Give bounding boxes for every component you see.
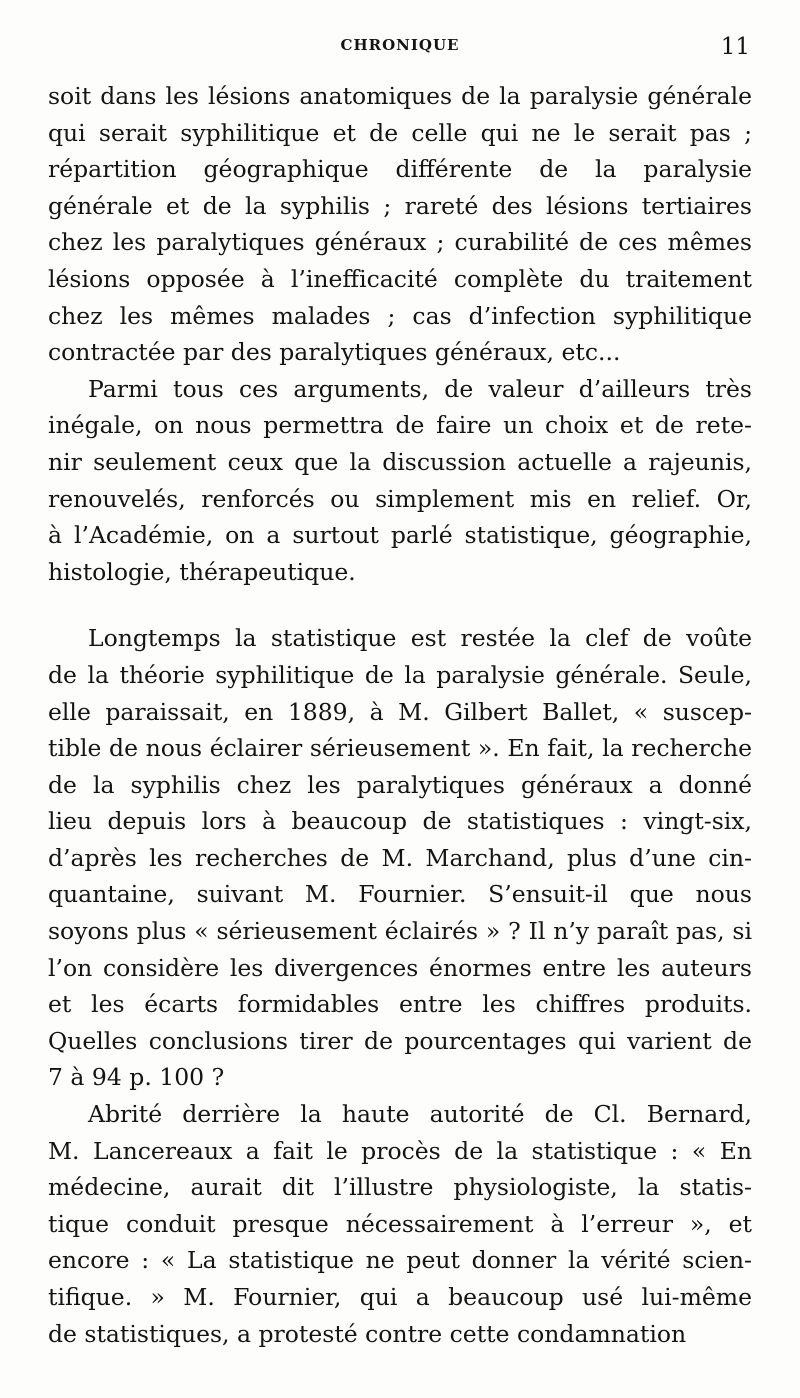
- text-line: tique conduit presque nécessairement à l’erreur », et: [48, 1209, 752, 1238]
- text-line: l’on considère les divergences énormes entre les auteurs: [48, 953, 752, 982]
- text-line: de la théorie syphilitique de la paralysie générale. Seule,: [48, 660, 752, 689]
- text-line: et les écarts formidables entre les chiffres produits.: [48, 990, 752, 1019]
- text-line: répartition géographique différente de la paralysie: [48, 155, 752, 184]
- text-line: soit dans les lésions anatomiques de la paralysie générale: [48, 82, 752, 110]
- text-line: tible de nous éclairer sérieusement ». En fait, la recherche: [48, 734, 752, 763]
- paragraph: [48, 620, 752, 1096]
- body-text: [48, 78, 752, 1352]
- text-line: de statistiques, a protesté contre cette condamnation: [48, 1319, 687, 1348]
- text-line: 7 à 94 p. 100 ?: [48, 1063, 225, 1092]
- text-line: M. Lancereaux a fait le procès de la statistique : « En: [48, 1136, 752, 1165]
- text-line: Longtemps la statistique est restée la clef de voûte: [88, 624, 752, 653]
- text-line: qui serait syphilitique et de celle qui ne le serait pas ;: [48, 118, 752, 147]
- text-line: contractée par des paralytiques généraux, etc...: [48, 338, 621, 367]
- text-line: histologie, thérapeutique.: [48, 557, 356, 586]
- text-line: encore : « La statistique ne peut donner la vérité scien-: [48, 1246, 752, 1275]
- text-line: lésions opposée à l’inefficacité complète du traitement: [48, 264, 752, 293]
- text-line: tifique. » M. Fournier, qui a beaucoup usé lui-même: [48, 1283, 752, 1311]
- text-line: chez les mêmes malades ; cas d’infection syphilitique: [48, 301, 752, 330]
- section-break: [48, 590, 752, 620]
- paragraph: [48, 78, 752, 371]
- text-line: renouvelés, renforcés ou simplement mis en relief. Or,: [48, 484, 752, 513]
- paragraph: [48, 1096, 752, 1352]
- text-line: de la syphilis chez les paralytiques généraux a donné: [48, 770, 752, 799]
- text-line: quantaine, suivant M. Fournier. S’ensuit-il que nous: [48, 880, 752, 909]
- text-line: générale et de la syphilis ; rareté des lésions tertiaires: [48, 191, 752, 220]
- text-line: Parmi tous ces arguments, de valeur d’ailleurs très: [88, 374, 752, 403]
- running-head: [48, 34, 752, 74]
- paragraph: [48, 371, 752, 591]
- text-line: nir seulement ceux que la discussion actuelle a rajeunis,: [48, 447, 752, 476]
- text-line: chez les paralytiques généraux ; curabilité de ces mêmes: [48, 228, 752, 257]
- text-line: elle paraissait, en 1889, à M. Gilbert Ballet, « suscep-: [48, 697, 752, 726]
- text-line: Quelles conclusions tirer de pourcentages qui varient de: [48, 1026, 752, 1055]
- text-line: médecine, aurait dit l’illustre physiologiste, la statis-: [48, 1173, 752, 1202]
- page-number: 11: [720, 34, 750, 60]
- text-line: d’après les recherches de M. Marchand, plus d’une cin-: [48, 843, 752, 872]
- running-title: CHRONIQUE: [340, 36, 460, 54]
- text-line: à l’Académie, on a surtout parlé statistique, géographie,: [48, 521, 752, 550]
- text-line: soyons plus « sérieusement éclairés » ? Il n’y paraît pas, si: [48, 917, 752, 946]
- text-line: Abrité derrière la haute autorité de Cl. Bernard,: [88, 1100, 752, 1129]
- text-line: inégale, on nous permettra de faire un choix et de rete-: [48, 411, 752, 440]
- text-line: lieu depuis lors à beaucoup de statistiques : vingt-six,: [48, 807, 752, 836]
